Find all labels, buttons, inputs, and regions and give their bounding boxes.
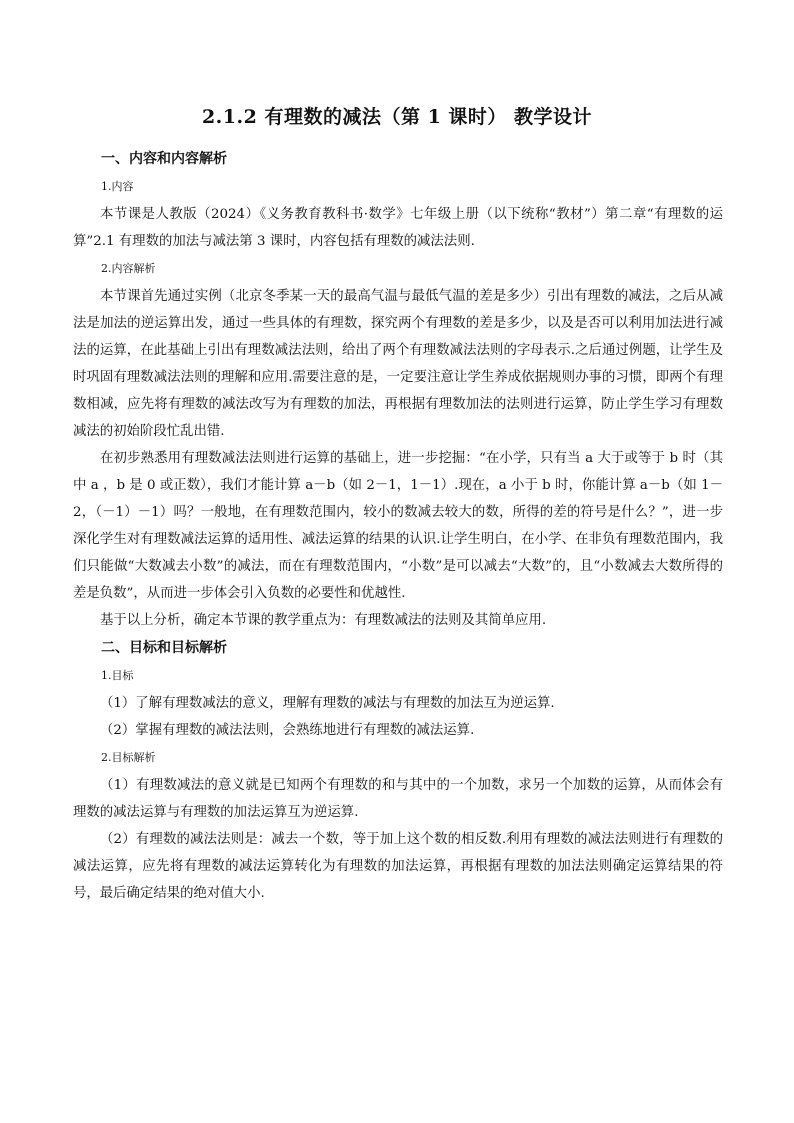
section-heading-goals: 二、目标和目标解析 — [101, 640, 227, 656]
paragraph-content-analysis-1: 本节课首先通过实例（北京冬季某一天的最高气温与最低气温的差是多少）引出有理数的减法，之后从减法是加法的逆运算出发，通过一些具体的有理数，探究两个有理数的差是多少，以及是否可以利用加法进行减法的运算，在此基础上引出有理数减法法则，给出了两个有理数减法法则的字母表示.之后通过例题，让学生及时巩固有理数减法法则的理解和应用.需要注意的是，一定要注意让学生养成依据规则办事的习惯，即两个有理数相减，应先将有理数的减法改写为有理数的加法，再根据有理数加法的法则进行运算，防止学生学习有理数减法的初始阶段忙乱出错. — [73, 289, 723, 439]
subheading-goal-analysis: 2.目标解析 — [101, 751, 156, 764]
goal-analysis-1: （1）有理数减法的意义就是已知两个有理数的和与其中的一个加数，求另一个加数的运算，从而体会有理数的减法运算与有理数的加法运算互为逆运算. — [73, 778, 723, 820]
subheading-content: 1.内容 — [101, 180, 134, 193]
section-heading-content: 一、内容和内容解析 — [101, 151, 227, 167]
subheading-goals: 1.目标 — [101, 669, 134, 682]
goal-analysis-2: （2）有理数的减法法则是：减去一个数，等于加上这个数的相反数.利用有理数的减法法则进行有理数的减法运算，应先将有理数的减法运算转化为有理数的加法运算，再根据有理数的加法法则确定运算结果的符号，最后确定结果的绝对值大小. — [73, 832, 723, 901]
paragraph-content: 本节课是人教版（2024）《义务教育教科书·数学》七年级上册（以下统称“教材”）第二章“有理数的运算”2.1 有理数的加法与减法第 3 课时，内容包括有理数的减法法则. — [73, 207, 723, 249]
document-title: 2.1.2 有理数的减法（第 1 课时） 教学设计 — [201, 106, 593, 128]
document-body — [73, 145, 723, 907]
subheading-content-analysis: 2.内容解析 — [101, 262, 156, 275]
paragraph-teaching-focus: 基于以上分析，确定本节课的教学重点为：有理数减法的法则及其简单应用. — [100, 613, 547, 628]
goal-item-1: （1）了解有理数减法的意义，理解有理数的减法与有理数的加法互为逆运算. — [100, 696, 555, 711]
goal-item-2: （2）掌握有理数的减法法则，会熟练地进行有理数的减法运算. — [100, 723, 475, 738]
paragraph-content-analysis-2: 在初步熟悉用有理数减法法则进行运算的基础上，进一步挖掘：“在小学，只有当 a 大于或等于 b 时（其中 a ，b 是 0 或正数），我们才能计算 a－b（如 2－1，1－1）.现在，a 小于 b 时，你能计算 a－b（如 1－2，（－1）－1）吗？一般地，在有理数范围内，较小的数减去较大的数，所得的差的符号是什么？”，进一步深化学生对有理数减法运算的适用性、减法运算的结果的认识.让学生明白，在小学、在非负有理数范围内，我们只能做“大数减去小数”的减法，而在有理数范围内，“小数”是可以减去“大数”的，且“小数减去大数所得的差是负数”，从而进一步体会引入负数的必要性和优越性. — [73, 451, 723, 601]
